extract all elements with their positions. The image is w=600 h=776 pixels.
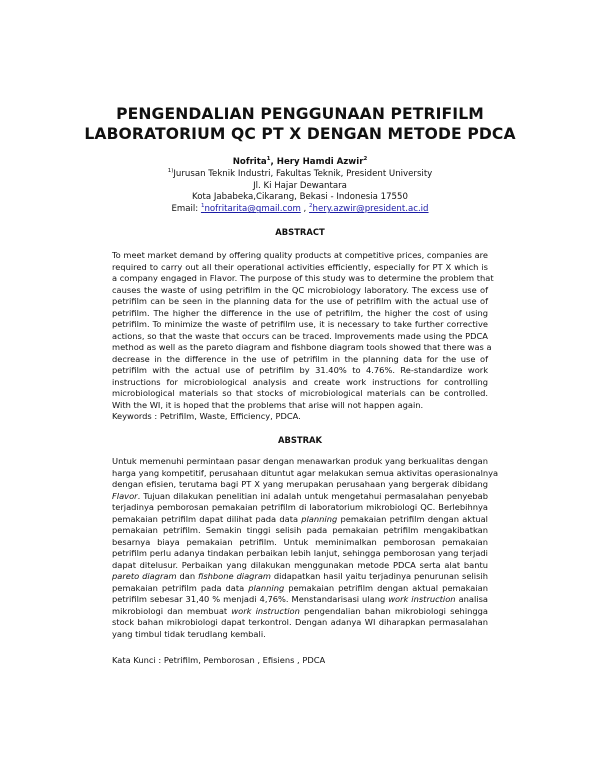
abstrak-line: petrifilm sebesar 31,40 % menjadi 4,76%. Menstandarisasi ulang work instruction analisa [112,594,489,604]
abstract-line: instructions for microbiological analysis and create work instructions for controlling [112,376,488,387]
abstrak-line: pemakaian petrifilm pada data planning pemakaian petrifilm dengan aktual pemakaian [112,582,488,593]
abstrak-line: terjadinya pemborosan pemakaian petrifilm di laboratorium mikrobiologi QC. Berlebihnya [112,502,488,512]
abstrak-line: harga yang kompetitif, perusahaan dituntut agar melakukan semua aktivitas operasionalnya [112,467,499,478]
abstrak-keywords-block [112,655,488,667]
email-separator: , [300,204,310,215]
abstrak-line: Flavor. Tujuan dilakukan penelitian ini adalah untuk mengetahui permasalahan penyebab [112,490,488,501]
abstract-line: causes the waste of using petrifilm in the QC microbiology laboratory. The excess use of [112,284,488,295]
abstract-line: decrease in the difference in the use of petrifilm in the planning data for the use of [112,353,488,364]
address-line-1: Jl. Ki Hajar Dewantara [253,180,347,191]
author-block [100,157,500,216]
abstrak-line: dengan efisien, terutama bagi PT X yang merupakan perusahaan yang bergerak dibidang [112,479,488,489]
abstract-line: microbiological materials so that stocks of microbiological materials can be controlled. [112,388,488,398]
abstract-line: a company engaged in Flavor. The purpose of this study was to determine the problem that [112,273,494,283]
abstract-line: petrifilm with the actual use of petrifilm by 31.40% to 4.76%. Re-standardize work [112,365,488,375]
abstrak-line: dapat ditelusur. Perbaikan yang dilakukan menggunakan metode PDCA serta alat bantu [112,559,488,570]
abstrak-line: Untuk memenuhi permintaan pasar dengan menawarkan produk yang berkualitas dengan [112,456,488,466]
abstrak-line: stock bahan mikrobiologi dapat terkontrol. Dengan adanya WI diharapkan permasalahan [112,617,488,627]
abstract-heading: ABSTRACT [275,227,325,237]
affiliation-sup: 1) [167,167,174,174]
abstrak-line: petrifilm perlu adanya tindakan perbaikan lebih lanjut, sehingga pemborosan yang terjadi [112,548,488,558]
author-names [100,157,500,169]
abstrak-line: besarnya biaya pemakaian petrifilm. Untuk meminimalkan pemborosan pemakaian [112,536,488,547]
abstract-line: petrifilm. To minimize the waste of petrifilm use, it is necessary to take further corrective [112,319,488,329]
abstract-line: With the WI, it is hoped that the problems that arise will not happen again. [112,399,424,410]
title-line-1: PENGENDALIAN PENGGUNAAN PETRIFILM [116,105,484,123]
email-1-sup: 1 [200,203,205,210]
email-1-link[interactable]: nofritarita@gmail.com [204,204,301,215]
author-2-sup: 2 [363,156,368,163]
author-separator: , [270,157,277,167]
abstrak-keywords: Kata Kunci : Petrifilm, Pemborosan , Efisiens , PDCA [112,655,326,665]
author-1: Nofrita [232,157,267,167]
abstract-line: actions, so that the waste that occurs can be traced. Improvements made using the PDCA [112,330,488,341]
title-line-2: LABORATORIUM QC PT X DENGAN METODE PDCA [84,125,516,143]
affiliation-text: Jurusan Teknik Industri, Fakultas Teknik, President University [173,168,433,179]
email-line [100,204,500,216]
affiliation [100,169,500,181]
abstract-line: To meet market demand by offering quality products at competitive prices, companies are [112,250,489,260]
abstract-body [112,250,494,423]
abstract-line: method as well as the pareto diagram and fishbone diagram tools showed that there was a [112,342,492,352]
author-1-sup: 1 [266,156,271,163]
abstrak-line: yang timbul tidak terudlang kembali. [112,628,266,639]
paper-title [60,104,540,144]
abstract-line: petrifilm can be seen in the planning data for the use of petrifilm with the actual use of [112,296,488,306]
abstrak-line: pareto diagram dan fishbone diagram didapatkan hasil yaitu terjadinya penurunan selisih [112,571,488,581]
email-label: Email: [171,204,201,215]
address-line-2: Kota Jababeka,Cikarang, Bekasi - Indonesia 17550 [192,192,408,203]
abstrak-line: mikrobiologi dan membuat work instruction pengendalian bahan mikrobiologi sehingga [112,605,488,616]
abstrak-line: pemakaian petrifilm dapat dilihat pada data planning pemakaian petrifilm dengan aktual [112,513,488,524]
abstrak-line: pemakaian petrifilm. Semakin tinggi selisih pada pemakaian petrifilm mengakibatkan [112,525,488,535]
abstract-keywords: Keywords : Petrifilm, Waste, Efficiency, PDCA. [112,411,301,421]
author-2: Hery Hamdi Azwir [276,157,364,167]
abstract-line: petrifilm. The higher the difference in the use of petrifilm, the higher the cost of using [112,307,488,318]
email-2-sup: 2 [309,203,313,210]
abstract-line: required to carry out all their operational activities efficiently, especially for PT X which is [112,261,488,272]
email-2-link[interactable]: hery.azwir@president.ac.id [312,204,429,215]
abstrak-body [112,456,499,640]
abstrak-heading: ABSTRAK [277,435,323,445]
